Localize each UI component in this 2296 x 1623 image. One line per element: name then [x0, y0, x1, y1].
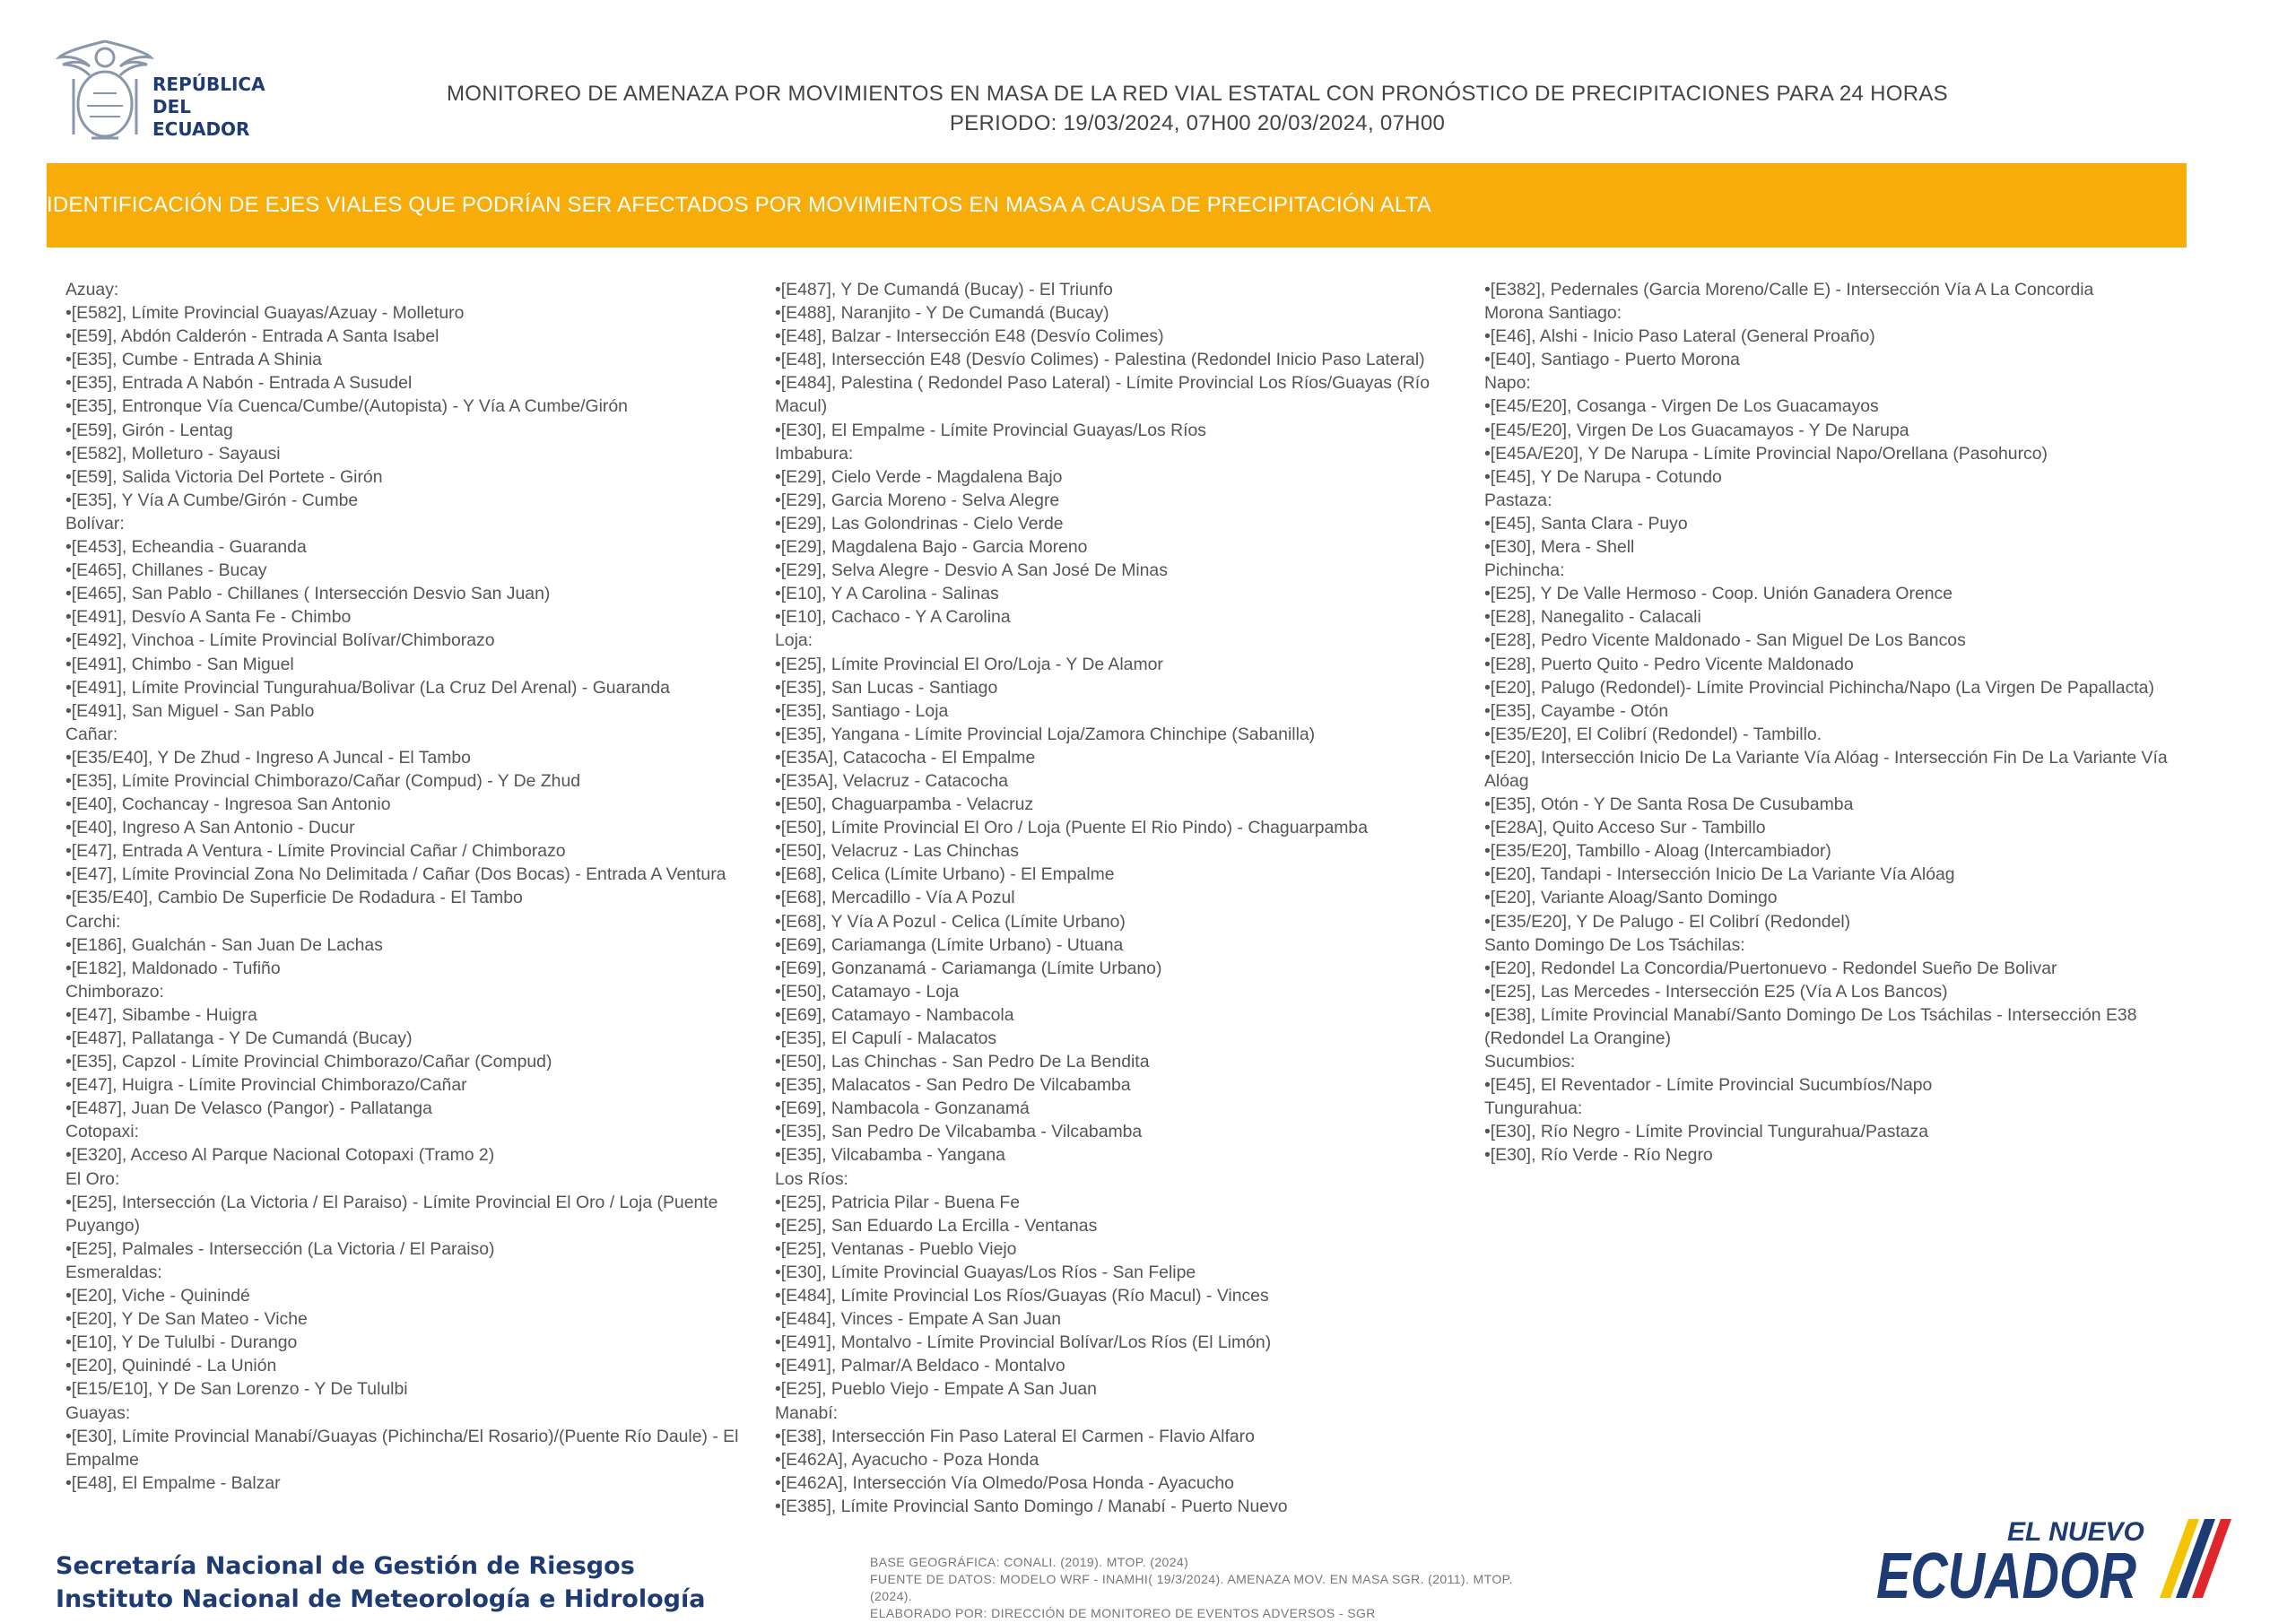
road-segment-item: •[E59], Girón - Lentag — [65, 420, 233, 440]
road-list-column-2 — [775, 278, 1483, 1518]
road-segment-item: •[E35/E40], Y De Zhud - Ingreso A Juncal - El Tambo — [65, 747, 471, 768]
road-segment-item: •[E487], Y De Cumandá (Bucay) - El Triunfo — [775, 280, 1113, 299]
road-segment-item: •[E491], San Miguel - San Pablo — [65, 700, 315, 721]
road-segment-item: •[E35/E20], El Colibrí (Redondel) - Tambillo. — [1484, 724, 1822, 744]
province-heading: Chimborazo: — [65, 981, 164, 1002]
road-segment-item: •[E38], Intersección Fin Paso Lateral El Carmen - Flavio Alfaro — [775, 1426, 1255, 1446]
road-segment-item: •[E20], Variante Aloag/Santo Domingo — [1484, 888, 1778, 908]
province-heading: Santo Domingo De Los Tsáchilas: — [1484, 934, 1745, 955]
road-segment-item: •[E582], Límite Provincial Guayas/Azuay - Molleturo — [65, 303, 465, 324]
road-segment-item: •[E320], Acceso Al Parque Nacional Cotopaxi (Tramo 2) — [65, 1145, 495, 1166]
province-heading: Manabí: — [775, 1402, 839, 1423]
road-segment-item: •[E25], Y De Valle Hermoso - Coop. Unión Ganadera Orence — [1484, 584, 1952, 604]
title-line-2: PERIODO: 19/03/2024, 07H00 20/03/2024, 07H00 — [949, 111, 1446, 135]
road-segment-item: •[E40], Santiago - Puerto Morona — [1484, 350, 1740, 370]
road-segment-item: •[E30], Río Verde - Río Negro — [1484, 1145, 1713, 1166]
road-segment-item: •[E35], Santiago - Loja — [775, 700, 949, 721]
org-line-1: Secretaría Nacional de Gestión de Riesgos — [56, 1552, 635, 1580]
road-segment-item: •[E50], Velacruz - Las Chinchas — [775, 841, 1019, 862]
road-segment-item: •[E25], Patricia Pilar - Buena Fe — [775, 1192, 1020, 1212]
road-segment-item: •[E25], Intersección (La Victoria / El Paraiso) - Límite Provincial El Oro / Loja (Puente Puyango) — [65, 1192, 718, 1236]
province-heading: Los Ríos: — [775, 1168, 848, 1189]
road-segment-item: •[E465], Chillanes - Bucay — [65, 560, 267, 581]
road-segment-item: •[E35], Vilcabamba - Yangana — [775, 1145, 1005, 1166]
road-segment-item: •[E182], Maldonado - Tufiño — [65, 958, 281, 978]
road-segment-item: •[E35], Cayambe - Otón — [1484, 700, 1669, 721]
road-segment-item: •[E10], Cachaco - Y A Carolina — [775, 607, 1011, 628]
logo-small-text: EL NUEVO — [2007, 1517, 2144, 1547]
republica-logo — [56, 34, 280, 146]
road-segment-item: •[E20], Palugo (Redondel)- Límite Provincial Pichincha/Napo (La Virgen De Papallacta) — [1484, 677, 2154, 698]
road-segment-item: •[E20], Intersección Inicio De La Variante Vía Alóag - Intersección Fin De La Variante Vía Alóag — [1484, 747, 2168, 791]
road-segment-item: •[E487], Juan De Velasco (Pangor) - Pallatanga — [65, 1098, 432, 1119]
road-segment-item: •[E50], Límite Provincial El Oro / Loja (Puente El Rio Pindo) - Chaguarpamba — [775, 818, 1369, 838]
road-segment-item: •[E45/E20], Cosanga - Virgen De Los Guacamayos — [1484, 396, 1879, 417]
el-nuevo-ecuador-logo — [1874, 1508, 2233, 1616]
road-segment-item: •[E45], Santa Clara - Puyo — [1484, 513, 1688, 534]
road-segment-item: •[E35], Yangana - Límite Provincial Loja/Zamora Chinchipe (Sabanilla) — [775, 724, 1316, 744]
road-segment-item: •[E35/E20], Tambillo - Aloag (Intercambiador) — [1484, 841, 1831, 862]
road-segment-item: •[E50], Catamayo - Loja — [775, 981, 960, 1002]
road-segment-item: •[E35], Límite Provincial Chimborazo/Cañar (Compud) - Y De Zhud — [65, 770, 581, 791]
road-segment-item: •[E35], Y Vía A Cumbe/Girón - Cumbe — [65, 490, 359, 510]
road-segment-item: •[E35], San Lucas - Santiago — [775, 677, 998, 698]
road-segment-item: •[E28], Puerto Quito - Pedro Vicente Maldonado — [1484, 654, 1854, 674]
road-segment-item: •[E35/E40], Cambio De Superficie De Rodadura - El Tambo — [65, 888, 523, 908]
province-heading: Loja: — [775, 630, 813, 651]
road-segment-item: •[E25], San Eduardo La Ercilla - Ventanas — [775, 1215, 1098, 1236]
road-segment-item: •[E38], Límite Provincial Manabí/Santo Domingo De Los Tsáchilas - Intersección E38 (Redondel La Orangine) — [1484, 1004, 2137, 1048]
road-segment-item: •[E45], Y De Narupa - Cotundo — [1484, 466, 1722, 487]
road-segment-item: •[E35], San Pedro De Vilcabamba - Vilcabamba — [775, 1122, 1143, 1142]
road-segment-item: •[E48], Balzar - Intersección E48 (Desvío Colimes) — [775, 326, 1164, 347]
road-segment-item: •[E35], Otón - Y De Santa Rosa De Cusubamba — [1484, 794, 1854, 815]
road-segment-item: •[E487], Pallatanga - Y De Cumandá (Bucay) — [65, 1028, 413, 1048]
road-segment-item: •[E491], Chimbo - San Miguel — [65, 654, 294, 674]
page-title — [413, 79, 1982, 138]
road-segment-item: •[E69], Gonzanamá - Cariamanga (Límite Urbano) — [775, 958, 1162, 978]
road-segment-item: •[E25], Límite Provincial El Oro/Loja - Y De Alamor — [775, 654, 1163, 674]
road-segment-item: •[E69], Catamayo - Nambacola — [775, 1004, 1014, 1025]
province-heading: Sucumbios: — [1484, 1052, 1576, 1072]
road-segment-item: •[E20], Tandapi - Intersección Inicio De La Variante Vía Alóag — [1484, 864, 1955, 885]
road-segment-item: •[E25], Pueblo Viejo - Empate A San Juan — [775, 1379, 1097, 1400]
road-segment-item: •[E68], Mercadillo - Vía A Pozul — [775, 888, 1015, 908]
road-segment-item: •[E28], Pedro Vicente Maldonado - San Miguel De Los Bancos — [1484, 630, 1966, 651]
road-list-column-3 — [1484, 278, 2193, 1167]
road-segment-item: •[E29], Las Golondrinas - Cielo Verde — [775, 513, 1064, 534]
road-segment-item: •[E68], Y Vía A Pozul - Celica (Límite Urbano) — [775, 911, 1126, 932]
province-heading: Carchi: — [65, 911, 121, 932]
el-nuevo-ecuador-logo-graphic — [1874, 1508, 2233, 1616]
road-segment-item: •[E30], Límite Provincial Guayas/Los Ríos - San Felipe — [775, 1262, 1196, 1282]
road-segment-item: •[E25], Ventanas - Pueblo Viejo — [775, 1238, 1017, 1259]
province-heading: Guayas: — [65, 1402, 131, 1423]
road-segment-item: •[E484], Límite Provincial Los Ríos/Guayas (Río Macul) - Vinces — [775, 1286, 1269, 1306]
road-segment-item: •[E29], Magdalena Bajo - Garcia Moreno — [775, 537, 1088, 558]
road-segment-item: •[E40], Ingreso A San Antonio - Ducur — [65, 818, 355, 838]
province-heading: Esmeraldas: — [65, 1262, 162, 1282]
road-segment-item: •[E46], Alshi - Inicio Paso Lateral (General Proaño) — [1484, 326, 1875, 347]
road-segment-item: •[E29], Cielo Verde - Magdalena Bajo — [775, 466, 1063, 487]
province-heading: Pichincha: — [1484, 560, 1565, 581]
title-line-1: MONITOREO DE AMENAZA POR MOVIMIENTOS EN MASA DE LA RED VIAL ESTATAL CON PRONÓSTICO DE PRECIPITACIONES PARA 24 HORAS — [447, 82, 1948, 106]
road-segment-item: •[E35], Entronque Vía Cuenca/Cumbe/(Autopista) - Y Vía A Cumbe/Girón — [65, 396, 628, 417]
road-segment-item: •[E29], Selva Alegre - Desvio A San José De Minas — [775, 560, 1168, 581]
road-segment-item: •[E28A], Quito Acceso Sur - Tambillo — [1484, 818, 1766, 838]
province-heading: Napo: — [1484, 373, 1531, 394]
road-segment-item: •[E47], Entrada A Ventura - Límite Provincial Cañar / Chimborazo — [65, 841, 566, 862]
road-segment-item: •[E47], Sibambe - Huigra — [65, 1004, 257, 1025]
road-segment-item: •[E28], Nanegalito - Calacali — [1484, 607, 1701, 628]
road-segment-item: •[E488], Naranjito - Y De Cumandá (Bucay) — [775, 303, 1109, 324]
source-line-1: BASE GEOGRÁFICA: CONALI. (2019). MTOP. (2024) — [870, 1555, 1189, 1569]
road-segment-item: •[E69], Nambacola - Gonzanamá — [775, 1098, 1030, 1119]
road-segment-item: •[E35], El Capulí - Malacatos — [775, 1028, 997, 1048]
road-segment-item: •[E385], Límite Provincial Santo Domingo / Manabí - Puerto Nuevo — [775, 1496, 1288, 1516]
province-heading: Morona Santiago: — [1484, 303, 1622, 324]
source-line-3: ELABORADO POR: DIRECCIÓN DE MONITOREO DE EVENTOS ADVERSOS - SGR — [870, 1606, 1376, 1620]
organization-names — [56, 1549, 705, 1616]
source-notes — [870, 1554, 1516, 1622]
road-segment-item: •[E462A], Intersección Vía Olmedo/Posa Honda - Ayacucho — [775, 1472, 1234, 1493]
road-segment-item: •[E68], Celica (Límite Urbano) - El Empalme — [775, 864, 1115, 885]
road-segment-item: •[E45], El Reventador - Límite Provincial Sucumbíos/Napo — [1484, 1075, 1933, 1096]
road-segment-item: •[E186], Gualchán - San Juan De Lachas — [65, 934, 383, 955]
road-segment-item: •[E491], Límite Provincial Tungurahua/Bolivar (La Cruz Del Arenal) - Guaranda — [65, 677, 670, 698]
road-segment-item: •[E45A/E20], Y De Narupa - Límite Provincial Napo/Orellana (Pasohurco) — [1484, 443, 2048, 464]
road-segment-item: •[E462A], Ayacucho - Poza Honda — [775, 1449, 1039, 1470]
road-segment-item: •[E30], Mera - Shell — [1484, 537, 1635, 558]
road-segment-item: •[E484], Palestina ( Redondel Paso Lateral) - Límite Provincial Los Ríos/Guayas (Río Macul) — [775, 373, 1430, 417]
road-segment-item: •[E25], Palmales - Intersección (La Victoria / El Paraiso) — [65, 1238, 495, 1259]
road-segment-item: •[E20], Viche - Quinindé — [65, 1286, 250, 1306]
section-banner — [47, 163, 2187, 247]
road-segment-item: •[E40], Cochancay - Ingresoa San Antonio — [65, 794, 391, 815]
road-segment-item: •[E582], Molleturo - Sayausi — [65, 443, 281, 464]
province-heading: Tungurahua: — [1484, 1098, 1583, 1119]
road-segment-item: •[E35], Entrada A Nabón - Entrada A Susudel — [65, 373, 413, 394]
road-segment-item: •[E20], Quinindé - La Unión — [65, 1356, 277, 1376]
road-segment-item: •[E69], Cariamanga (Límite Urbano) - Utuana — [775, 934, 1124, 955]
road-segment-item: •[E492], Vinchoa - Límite Provincial Bolívar/Chimborazo — [65, 630, 495, 651]
road-segment-item: •[E465], San Pablo - Chillanes ( Intersección Desvio San Juan) — [65, 584, 551, 604]
banner-text: IDENTIFICACIÓN DE EJES VIALES QUE PODRÍAN SER AFECTADOS POR MOVIMIENTOS EN MASA A CAUSA DE PRECIPITACIÓN ALTA — [47, 193, 1431, 217]
province-heading: El Oro: — [65, 1168, 120, 1189]
road-segment-item: •[E30], Límite Provincial Manabí/Guayas (Pichincha/El Rosario)/(Puente Río Daule) - El Empalme — [65, 1426, 739, 1470]
province-heading: Cañar: — [65, 724, 118, 744]
road-segment-item: •[E10], Y De Tululbi - Durango — [65, 1332, 298, 1353]
province-heading: Imbabura: — [775, 443, 854, 464]
logo-line-1: REPÚBLICA — [152, 74, 265, 95]
logo-big-text: ECUADOR — [1876, 1541, 2136, 1612]
road-segment-item: •[E35], Cumbe - Entrada A Shinia — [65, 350, 322, 370]
road-segment-item: •[E50], Las Chinchas - San Pedro De La Bendita — [775, 1052, 1150, 1072]
road-segment-item: •[E20], Y De San Mateo - Viche — [65, 1309, 308, 1330]
province-heading: Pastaza: — [1484, 490, 1552, 510]
road-segment-item: •[E20], Redondel La Concordia/Puertonuevo - Redondel Sueño De Bolivar — [1484, 958, 2057, 978]
source-line-2: FUENTE DE DATOS: MODELO WRF - INAMHI( 19/3/2024). AMENAZA MOV. EN MASA SGR. (2011). MTOP. (2024). — [870, 1572, 1513, 1603]
road-segment-item: •[E35A], Velacruz - Catacocha — [775, 770, 1009, 791]
province-heading: Azuay: — [65, 280, 119, 299]
province-heading: Bolívar: — [65, 513, 125, 534]
org-line-2: Instituto Nacional de Meteorología e Hidrología — [56, 1585, 706, 1613]
road-segment-item: •[E59], Abdón Calderón - Entrada A Santa Isabel — [65, 326, 439, 347]
road-segment-item: •[E30], El Empalme - Límite Provincial Guayas/Los Ríos — [775, 420, 1206, 440]
road-segment-item: •[E48], El Empalme - Balzar — [65, 1472, 281, 1493]
road-segment-item: •[E59], Salida Victoria Del Portete - Girón — [65, 466, 383, 487]
road-segment-item: •[E491], Palmar/A Beldaco - Montalvo — [775, 1356, 1065, 1376]
road-segment-item: •[E10], Y A Carolina - Salinas — [775, 584, 999, 604]
road-segment-item: •[E484], Vinces - Empate A San Juan — [775, 1309, 1062, 1330]
logo-line-2: DEL ECUADOR — [152, 96, 250, 140]
road-segment-item: •[E29], Garcia Moreno - Selva Alegre — [775, 490, 1060, 510]
road-segment-item: •[E47], Límite Provincial Zona No Delimitada / Cañar (Dos Bocas) - Entrada A Ventura — [65, 864, 726, 885]
road-segment-item: •[E48], Intersección E48 (Desvío Colimes) - Palestina (Redondel Inicio Paso Lateral) — [775, 350, 1425, 370]
road-segment-item: •[E491], Montalvo - Límite Provincial Bolívar/Los Ríos (El Limón) — [775, 1332, 1272, 1353]
road-segment-item: •[E491], Desvío A Santa Fe - Chimbo — [65, 607, 352, 628]
province-heading: Cotopaxi: — [65, 1122, 139, 1142]
road-segment-item: •[E35], Malacatos - San Pedro De Vilcabamba — [775, 1075, 1131, 1096]
republica-logo-text — [152, 74, 280, 141]
road-segment-item: •[E30], Río Negro - Límite Provincial Tungurahua/Pastaza — [1484, 1122, 1929, 1142]
road-segment-item: •[E45/E20], Virgen De Los Guacamayos - Y De Narupa — [1484, 420, 1909, 440]
road-list-column-1 — [65, 278, 774, 1495]
road-segment-item: •[E35/E20], Y De Palugo - El Colibrí (Redondel) — [1484, 911, 1851, 932]
road-segment-item: •[E25], Las Mercedes - Intersección E25 (Vía A Los Bancos) — [1484, 981, 1948, 1002]
road-segment-item: •[E50], Chaguarpamba - Velacruz — [775, 794, 1034, 815]
road-segment-item: •[E35A], Catacocha - El Empalme — [775, 747, 1036, 768]
coat-of-arms-icon — [56, 34, 154, 146]
road-segment-item: •[E47], Huigra - Límite Provincial Chimborazo/Cañar — [65, 1075, 467, 1096]
road-segment-item: •[E382], Pedernales (Garcia Moreno/Calle E) - Intersección Vía A La Concordia — [1484, 280, 2094, 299]
road-segment-item: •[E35], Capzol - Límite Provincial Chimborazo/Cañar (Compud) — [65, 1052, 552, 1072]
road-segment-item: •[E453], Echeandia - Guaranda — [65, 537, 307, 558]
road-segment-item: •[E15/E10], Y De San Lorenzo - Y De Tululbi — [65, 1379, 408, 1400]
